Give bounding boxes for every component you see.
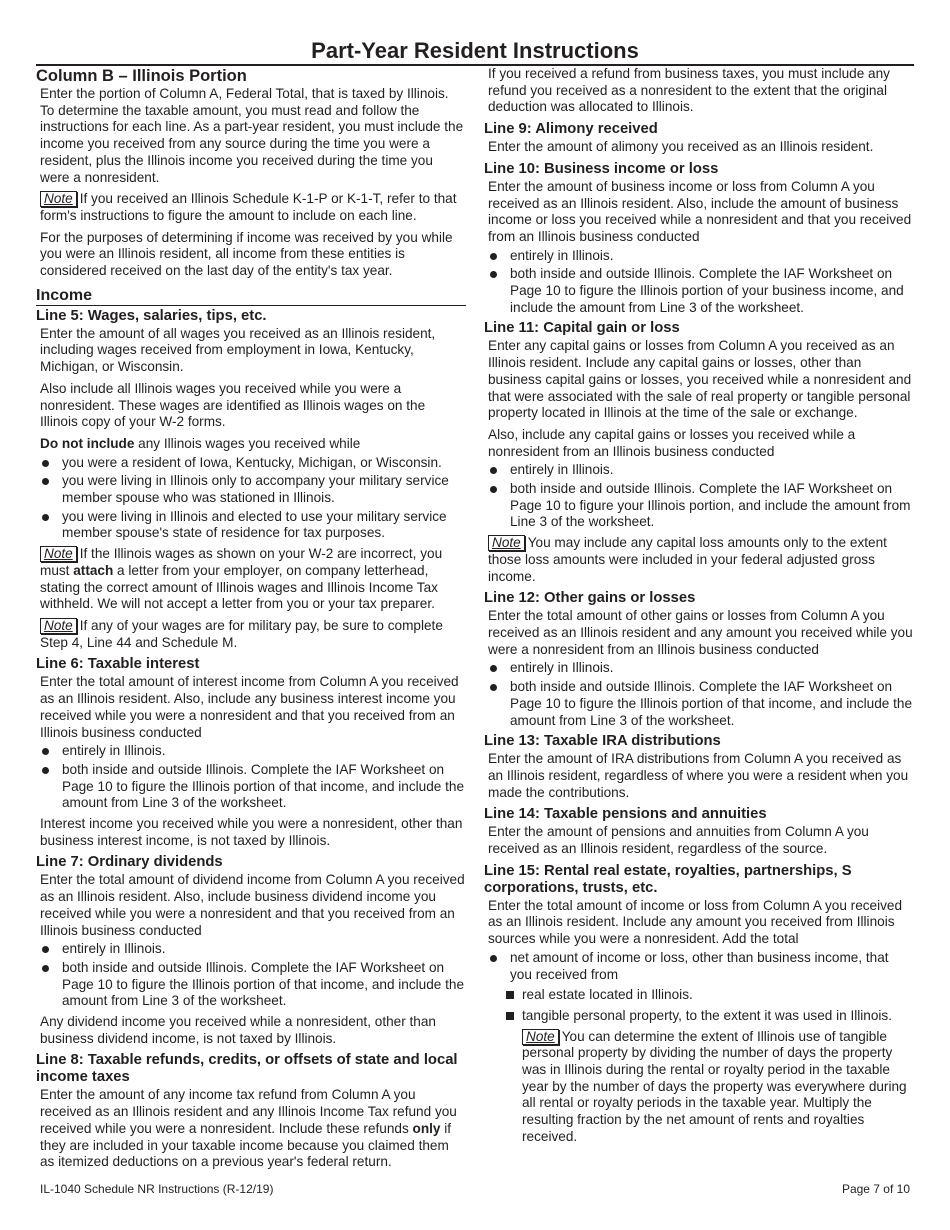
line5-heading: Line 5: Wages, salaries, tips, etc. xyxy=(36,307,267,324)
line5-bullets xyxy=(36,455,466,543)
line15-bullets xyxy=(484,950,914,983)
line13-heading: Line 13: Taxable IRA distributions xyxy=(484,733,721,750)
line11-note-text: You may include any capital loss amounts only to the extent those loss amounts were included in your federal adjusted gross income. xyxy=(488,535,887,584)
line13-p1: Enter the amount of IRA distributions from Column A you received as an Illinois resident, regardless of where you were a resident when you made the contributions. xyxy=(488,751,909,800)
line14-p1: Enter the amount of pensions and annuities from Column A you received as an Illinois resident, regardless of the source. xyxy=(488,824,869,857)
line12-p1: Enter the total amount of other gains or losses from Column A you received as an Illinois resident and any amount you received while you were a nonresident from an Illinois business conducted xyxy=(488,608,913,657)
list-item: both inside and outside Illinois. Complete the IAF Worksheet on Page 10 to figure the Illinois portion of your business income, and include the amount from Line 3 of the worksheet. xyxy=(484,266,914,316)
note3-text: If any of your wages are for military pay, be sure to complete Step 4, Line 44 and Schedule M. xyxy=(40,617,443,650)
footer-form-id: IL-1040 Schedule NR Instructions (R-12/19) xyxy=(40,1182,274,1196)
list-item: you were a resident of Iowa, Kentucky, Michigan, or Wisconsin. xyxy=(36,455,466,472)
note2-text-a: If the Illinois wages as shown on your W-2 are incorrect, you must xyxy=(40,546,443,578)
line15-note xyxy=(522,1029,914,1146)
line8-heading: Line 8: Taxable refunds, credits, or offsets of state and local income taxes xyxy=(36,1052,458,1086)
note2-text-b: a letter from your employer, on company letterhead, stating the correct amount of Illinois wages and Illinois Income Tax withheld. We will not accept a letter from you or your tax preparer. xyxy=(40,562,438,612)
line12-bullets xyxy=(484,660,914,729)
note-label: Note xyxy=(40,618,77,634)
note-continuation: For the purposes of determining if income was received by you while you were an Illinois resident, all income from these entities is considered received on the last day of the entity's tax year. xyxy=(40,229,453,279)
line10-bullets xyxy=(484,248,914,317)
column-b-heading: Column B – Illinois Portion xyxy=(36,67,247,85)
line10-heading: Line 10: Business income or loss xyxy=(484,160,719,177)
line11-bullets xyxy=(484,462,914,531)
line9-p1: Enter the amount of alimony you received as an Illinois resident. xyxy=(488,139,874,155)
list-item: you were living in Illinois and elected to use your military service member spouse's state of residence for tax purposes. xyxy=(36,509,466,542)
list-item: tangible personal property, to the extent it was used in Illinois. xyxy=(506,1008,914,1025)
list-item: both inside and outside Illinois. Complete the IAF Worksheet on Page 10 to figure the Illinois portion of that income, and include the amount from Line 3 of the worksheet. xyxy=(36,960,466,1010)
right-column xyxy=(484,66,914,1151)
list-item: you were living in Illinois only to accompany your military service member spouse who was stationed in Illinois. xyxy=(36,473,466,506)
line8-text-a: Enter the amount of any income tax refund from Column A you received as an Illinois resident and any Illinois Income Tax refund you received while you were a nonresident. Include these refunds xyxy=(40,1087,457,1136)
line15-heading: Line 15: Rental real estate, royalties, partnerships, S corporations, trusts, etc. xyxy=(484,862,852,896)
line6-bullets xyxy=(36,743,466,812)
line5-p2: Also include all Illinois wages you received while you were a nonresident. These wages are identified as Illinois wages on the Illinois copy of your W-2 forms. xyxy=(40,380,426,430)
list-item: entirely in Illinois. xyxy=(484,248,914,265)
line10-p1: Enter the amount of business income or loss from Column A you received as an Illinois resident. Also, include the amount of business income or loss you received while a nonresident and that you received from an Illinois business conducted xyxy=(488,178,912,244)
line9-heading: Line 9: Alimony received xyxy=(484,121,658,138)
line15-square-bullets xyxy=(506,987,914,1024)
list-item: real estate located in Illinois. xyxy=(506,987,914,1004)
line8-text-b: if they are included in your taxable income because you claimed them as itemized deductions on a previous year's federal return. xyxy=(40,1120,452,1170)
line7-p2: Any dividend income you received while a nonresident, other than business dividend income, is not taxed by Illinois. xyxy=(40,1014,436,1046)
list-item: both inside and outside Illinois. Complete the IAF Worksheet on Page 10 to figure the Illinois portion of that income, and include the amount from Line 3 of the worksheet. xyxy=(36,762,466,812)
list-item: entirely in Illinois. xyxy=(36,941,466,958)
list-item: entirely in Illinois. xyxy=(484,462,914,479)
left-column xyxy=(36,66,466,1176)
note-label: Note xyxy=(522,1029,559,1045)
list-item: entirely in Illinois. xyxy=(484,660,914,677)
list-item: net amount of income or loss, other than business income, that you received from xyxy=(484,950,914,983)
line6-p1: Enter the total amount of interest income from Column A you received as an Illinois resident. Also, include any business interest income you received while you were a nonresident and that you received from an Illinois business conducted xyxy=(40,674,459,740)
do-not-include: Do not include xyxy=(40,435,135,451)
income-heading: Income xyxy=(36,286,466,306)
line6-p2: Interest income you received while you were a nonresident, other than business interest income, is not taxed by Illinois. xyxy=(40,816,463,848)
line15-p1: Enter the total amount of income or loss from Column A you received as an Illinois resident. Include any amount you received from Illinois sources while you were a nonresident. Add the total xyxy=(488,897,903,947)
list-item: both inside and outside Illinois. Complete the IAF Worksheet on Page 10 to figure the Illinois portion of that income, and include the amount from Line 3 of the worksheet. xyxy=(484,679,914,729)
list-item: both inside and outside Illinois. Complete the IAF Worksheet on Page 10 to figure your Illinois portion, and include the amount from Line 3 of the worksheet. xyxy=(484,481,914,531)
note-text: If you received an Illinois Schedule K-1-P or K-1-T, refer to that form's instructions to figure the amount to include on each line. xyxy=(40,191,457,223)
line6-heading: Line 6: Taxable interest xyxy=(36,656,200,673)
line7-bullets xyxy=(36,941,466,1010)
attach-bold: attach xyxy=(73,562,114,578)
line7-heading: Line 7: Ordinary dividends xyxy=(36,854,223,871)
line11-note xyxy=(488,535,914,585)
line8-p1 xyxy=(40,1087,466,1171)
line5-note3 xyxy=(40,618,466,651)
line5-note2 xyxy=(40,546,466,613)
only-bold: only xyxy=(412,1120,441,1136)
line5-p3 xyxy=(40,436,466,453)
note-label: Note xyxy=(488,535,525,551)
line7-p1: Enter the total amount of dividend income from Column A you received as an Illinois resident. Also, include business dividend income you received while you were a nonresident and that you received from an Illinois business conducted xyxy=(40,872,465,938)
footer-page-number: Page 7 of 10 xyxy=(841,1182,910,1196)
line14-heading: Line 14: Taxable pensions and annuities xyxy=(484,806,767,823)
line11-p2: Also, include any capital gains or losses you received while a nonresident from an Illinois business conducted xyxy=(488,426,856,459)
line11-p1: Enter any capital gains or losses from Column A you received as an Illinois resident. Include any capital gains or losses, other than business capital gains or losses, you received while a nonresident and that were associated with the sale of real property or tangible personal property located in Illinois at the time of the sale or exchange. xyxy=(488,338,912,421)
line12-heading: Line 12: Other gains or losses xyxy=(484,590,696,607)
line11-heading: Line 11: Capital gain or loss xyxy=(484,320,680,337)
line5-p3-rest: any Illinois wages you received while xyxy=(134,435,361,451)
line15-note-text: You can determine the extent of Illinois use of tangible personal property by dividing the number of days the property was in Illinois during the rental or royalty period in the taxable year by the number of days the property was everywhere during all rental or royalty periods in the taxable year. Multiply the resulting fraction by the net amount of rents and royalties received. xyxy=(522,1028,907,1144)
intro-paragraph: Enter the portion of Column A, Federal Total, that is taxed by Illinois. To determine the taxable amount, you must read and follow the instructions for each line. As a part-year resident, you must include the income you received from any source during the time you were a resident, plus the Illinois income you received during the time you were a nonresident. xyxy=(40,86,464,185)
note-label: Note xyxy=(40,546,77,562)
line8-continuation: If you received a refund from business taxes, you must include any refund you received as a nonresident to the extent that the original deduction was allocated to Illinois. xyxy=(488,66,890,115)
line5-p1: Enter the amount of all wages you received as an Illinois resident, including wages received from employment in Iowa, Kentucky, Michigan, or Wisconsin. xyxy=(40,325,436,375)
note-paragraph xyxy=(40,191,466,224)
note-label: Note xyxy=(40,191,77,207)
page-title: Part-Year Resident Instructions xyxy=(311,38,639,63)
list-item: entirely in Illinois. xyxy=(36,743,466,760)
